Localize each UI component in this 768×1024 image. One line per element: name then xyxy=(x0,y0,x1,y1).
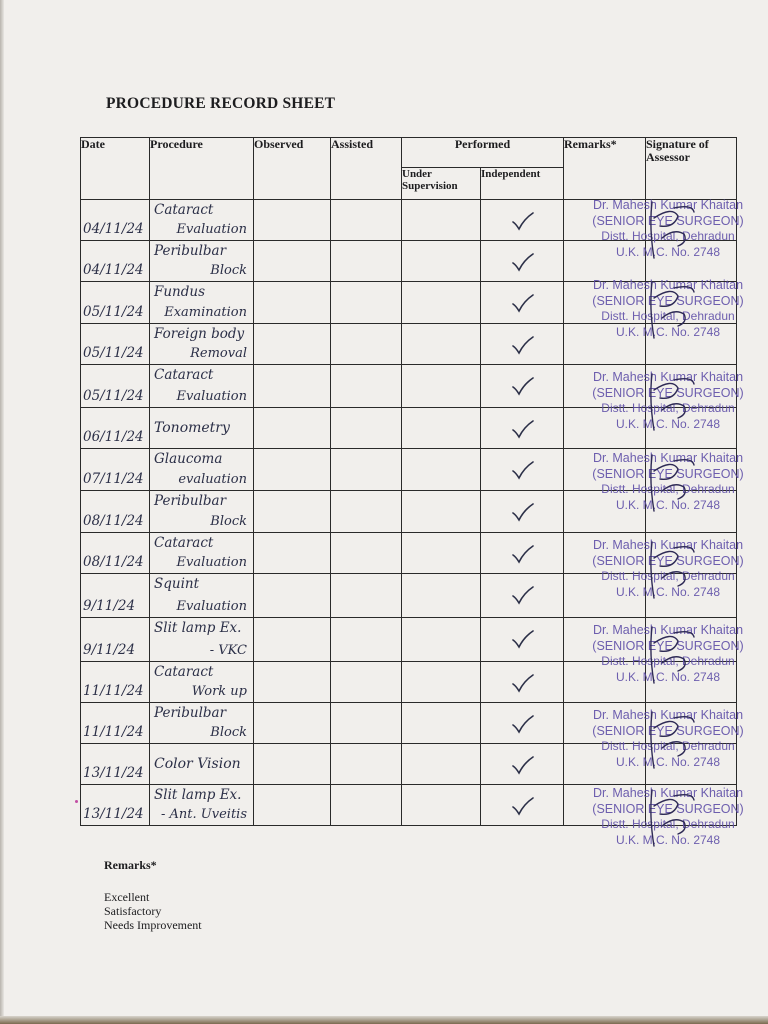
assisted-cell xyxy=(331,662,402,703)
stamp-hospital: Distt. Hospital, Dehradun xyxy=(601,482,735,496)
under-supervision-cell xyxy=(402,662,481,703)
observed-cell xyxy=(254,282,331,324)
observed-cell xyxy=(254,744,331,785)
checkmark-icon xyxy=(511,459,535,481)
procedure-cell xyxy=(150,200,254,241)
stamp-name: Dr. Mahesh Kumar Khaitan xyxy=(592,278,744,292)
procedure-line1: Cataract xyxy=(154,664,214,680)
page-edge-shadow xyxy=(0,0,4,1024)
assisted-cell xyxy=(331,365,402,408)
procedure-line2: Removal xyxy=(190,346,247,361)
checkmark-icon xyxy=(511,754,535,776)
checkmark-icon xyxy=(511,501,535,523)
independent-cell xyxy=(481,241,564,282)
under-supervision-cell xyxy=(402,449,481,491)
stamp-registration: U.K. M.C. No. 2748 xyxy=(615,244,721,259)
procedure-cell xyxy=(150,449,254,491)
independent-cell xyxy=(481,324,564,365)
assessor-signature xyxy=(644,198,704,278)
independent-cell xyxy=(481,408,564,449)
checkmark-icon xyxy=(511,584,535,606)
header-independent: Independent xyxy=(481,168,564,200)
assisted-cell xyxy=(331,449,402,491)
procedure-cell xyxy=(150,703,254,744)
stamp-registration: U.K. M.C. No. 2748 xyxy=(615,832,721,847)
procedure-line1: Slit lamp Ex. xyxy=(154,787,242,803)
assessor-signature xyxy=(644,786,704,866)
stamp-title: (SENIOR EYE SURGEON) xyxy=(592,466,744,481)
procedure-line1: Peribulbar xyxy=(154,493,227,509)
observed-cell xyxy=(254,785,331,826)
independent-cell xyxy=(481,662,564,703)
assisted-cell xyxy=(331,408,402,449)
stamp-registration: U.K. M.C. No. 2748 xyxy=(615,497,721,512)
procedure-cell xyxy=(150,408,254,449)
procedure-line2: Evaluation xyxy=(176,555,247,570)
date-value: 07/11/24 xyxy=(83,471,144,487)
stamp-registration: U.K. M.C. No. 2748 xyxy=(615,754,721,769)
date-cell xyxy=(81,408,150,449)
procedure-line1: Fundus xyxy=(154,284,206,300)
remarks-legend-heading: Remarks* xyxy=(104,858,157,872)
checkmark-icon xyxy=(511,418,535,440)
assisted-cell xyxy=(331,491,402,533)
remarks-option-needs-improvement: Needs Improvement xyxy=(104,918,202,932)
procedure-cell xyxy=(150,618,254,662)
date-value: 04/11/24 xyxy=(83,262,144,278)
observed-cell xyxy=(254,574,331,618)
checkmark-icon xyxy=(511,210,535,232)
stamp-name: Dr. Mahesh Kumar Khaitan xyxy=(592,538,744,552)
independent-cell xyxy=(481,282,564,324)
independent-cell xyxy=(481,449,564,491)
checkmark-icon xyxy=(511,292,535,314)
independent-cell xyxy=(481,200,564,241)
date-value: 9/11/24 xyxy=(83,642,136,658)
assisted-cell xyxy=(331,703,402,744)
stamp-registration: U.K. M.C. No. 2748 xyxy=(615,324,721,339)
date-value: 05/11/24 xyxy=(83,388,144,404)
observed-cell xyxy=(254,449,331,491)
header-procedure: Procedure xyxy=(150,138,254,200)
procedure-line1: Foreign body xyxy=(154,326,245,342)
checkmark-icon xyxy=(511,543,535,565)
under-supervision-cell xyxy=(402,785,481,826)
page-title: PROCEDURE RECORD SHEET xyxy=(106,95,336,112)
procedure-line1: Slit lamp Ex. xyxy=(154,620,242,636)
stamp-registration: U.K. M.C. No. 2748 xyxy=(615,584,721,599)
checkmark-icon xyxy=(511,375,535,397)
under-supervision-cell xyxy=(402,241,481,282)
observed-cell xyxy=(254,533,331,574)
under-supervision-cell xyxy=(402,574,481,618)
procedure-line2: - Ant. Uveitis xyxy=(161,807,247,822)
assisted-cell xyxy=(331,618,402,662)
procedure-line2: Block xyxy=(210,263,247,278)
stamp-name: Dr. Mahesh Kumar Khaitan xyxy=(592,708,744,722)
date-value: 08/11/24 xyxy=(83,554,144,570)
procedure-line1: Squint xyxy=(154,576,200,592)
header-signature: Signature of Assessor xyxy=(646,138,737,200)
date-value: 04/11/24 xyxy=(83,221,144,237)
procedure-cell xyxy=(150,491,254,533)
checkmark-icon xyxy=(511,795,535,817)
observed-cell xyxy=(254,703,331,744)
date-value: 11/11/24 xyxy=(83,683,144,699)
procedure-line2: evaluation xyxy=(178,472,247,487)
independent-cell xyxy=(481,491,564,533)
procedure-line2: Examination xyxy=(164,305,247,320)
checkmark-icon xyxy=(511,713,535,735)
stamp-hospital: Distt. Hospital, Dehradun xyxy=(601,309,735,323)
procedure-line2: Evaluation xyxy=(176,222,247,237)
procedure-line1: Peribulbar xyxy=(154,705,227,721)
procedure-line1: Cataract xyxy=(154,535,214,551)
under-supervision-cell xyxy=(402,324,481,365)
date-value: 13/11/24 xyxy=(83,806,144,822)
header-date: Date xyxy=(81,138,150,200)
date-cell xyxy=(81,491,150,533)
date-cell xyxy=(81,662,150,703)
procedure-line1: Tonometry xyxy=(154,420,230,436)
stamp-title: (SENIOR EYE SURGEON) xyxy=(592,293,744,308)
assisted-cell xyxy=(331,533,402,574)
stamp-hospital: Distt. Hospital, Dehradun xyxy=(601,229,735,243)
checkmark-icon xyxy=(511,628,535,650)
date-value: 11/11/24 xyxy=(83,724,144,740)
date-cell xyxy=(81,282,150,324)
stamp-title: (SENIOR EYE SURGEON) xyxy=(592,638,744,653)
remarks-option-satisfactory: Satisfactory xyxy=(104,904,162,918)
independent-cell xyxy=(481,533,564,574)
procedure-line1: Cataract xyxy=(154,202,214,218)
remarks-legend xyxy=(104,858,202,932)
date-value: 13/11/24 xyxy=(83,765,144,781)
date-cell xyxy=(81,365,150,408)
under-supervision-cell xyxy=(402,533,481,574)
independent-cell xyxy=(481,365,564,408)
observed-cell xyxy=(254,365,331,408)
date-cell xyxy=(81,574,150,618)
procedure-cell xyxy=(150,662,254,703)
stamp-name: Dr. Mahesh Kumar Khaitan xyxy=(592,370,744,384)
procedure-line2: - VKC xyxy=(209,643,247,658)
assessor-signature xyxy=(644,708,704,788)
date-cell xyxy=(81,449,150,491)
header-observed: Observed xyxy=(254,138,331,200)
procedure-line2: Work up xyxy=(191,684,247,699)
under-supervision-cell xyxy=(402,282,481,324)
stamp-title: (SENIOR EYE SURGEON) xyxy=(592,553,744,568)
date-cell xyxy=(81,618,150,662)
under-supervision-cell xyxy=(402,744,481,785)
procedure-line2: Evaluation xyxy=(176,599,247,614)
date-cell xyxy=(81,533,150,574)
assessor-signature xyxy=(644,370,704,450)
procedure-line2: Block xyxy=(210,725,247,740)
stamp-registration: U.K. M.C. No. 2748 xyxy=(615,416,721,431)
date-cell xyxy=(81,200,150,241)
procedure-cell xyxy=(150,282,254,324)
stamp-hospital: Distt. Hospital, Dehradun xyxy=(601,569,735,583)
procedure-cell xyxy=(150,533,254,574)
header-performed: Performed xyxy=(402,138,564,168)
date-value: 08/11/24 xyxy=(83,513,144,529)
stamp-name: Dr. Mahesh Kumar Khaitan xyxy=(592,786,744,800)
under-supervision-cell xyxy=(402,491,481,533)
under-supervision-cell xyxy=(402,200,481,241)
assisted-cell xyxy=(331,574,402,618)
date-cell xyxy=(81,241,150,282)
stamp-hospital: Distt. Hospital, Dehradun xyxy=(601,817,735,831)
procedure-cell xyxy=(150,785,254,826)
procedure-line1: Peribulbar xyxy=(154,243,227,259)
procedure-cell xyxy=(150,324,254,365)
assisted-cell xyxy=(331,785,402,826)
observed-cell xyxy=(254,618,331,662)
header-assisted: Assisted xyxy=(331,138,402,200)
procedure-cell xyxy=(150,241,254,282)
procedure-cell xyxy=(150,744,254,785)
stamp-hospital: Distt. Hospital, Dehradun xyxy=(601,739,735,753)
stamp-title: (SENIOR EYE SURGEON) xyxy=(592,723,744,738)
stamp-title: (SENIOR EYE SURGEON) xyxy=(592,213,744,228)
assisted-cell xyxy=(331,200,402,241)
independent-cell xyxy=(481,703,564,744)
observed-cell xyxy=(254,324,331,365)
independent-cell xyxy=(481,785,564,826)
assessor-signature xyxy=(644,451,704,531)
date-value: 06/11/24 xyxy=(83,429,144,445)
procedure-cell xyxy=(150,574,254,618)
independent-cell xyxy=(481,744,564,785)
observed-cell xyxy=(254,200,331,241)
observed-cell xyxy=(254,662,331,703)
pen-mark xyxy=(75,800,78,803)
checkmark-icon xyxy=(511,672,535,694)
independent-cell xyxy=(481,574,564,618)
stamp-registration: U.K. M.C. No. 2748 xyxy=(615,669,721,684)
stamp-title: (SENIOR EYE SURGEON) xyxy=(592,385,744,400)
header-remarks: Remarks* xyxy=(564,138,646,200)
observed-cell xyxy=(254,241,331,282)
procedure-line1: Cataract xyxy=(154,367,214,383)
procedure-line2: Block xyxy=(210,514,247,529)
checkmark-icon xyxy=(511,251,535,273)
under-supervision-cell xyxy=(402,365,481,408)
observed-cell xyxy=(254,491,331,533)
remarks-option-excellent: Excellent xyxy=(104,890,150,904)
stamp-name: Dr. Mahesh Kumar Khaitan xyxy=(592,451,744,465)
date-value: 05/11/24 xyxy=(83,304,144,320)
stamp-hospital: Distt. Hospital, Dehradun xyxy=(601,401,735,415)
checkmark-icon xyxy=(511,334,535,356)
under-supervision-cell xyxy=(402,703,481,744)
date-cell xyxy=(81,703,150,744)
observed-cell xyxy=(254,408,331,449)
stamp-name: Dr. Mahesh Kumar Khaitan xyxy=(592,623,744,637)
date-cell xyxy=(81,785,150,826)
header-under-supervision: Under Supervision xyxy=(402,168,481,200)
independent-cell xyxy=(481,618,564,662)
procedure-line1: Color Vision xyxy=(154,756,241,772)
assisted-cell xyxy=(331,241,402,282)
assessor-signature xyxy=(644,538,704,618)
date-value: 9/11/24 xyxy=(83,598,136,614)
procedure-line2: Evaluation xyxy=(176,389,247,404)
date-cell xyxy=(81,324,150,365)
assessor-signature xyxy=(644,623,704,703)
stamp-name: Dr. Mahesh Kumar Khaitan xyxy=(592,198,744,212)
assisted-cell xyxy=(331,324,402,365)
procedure-line1: Glaucoma xyxy=(154,451,223,467)
under-supervision-cell xyxy=(402,408,481,449)
page-bottom-edge xyxy=(0,1016,768,1024)
procedure-cell xyxy=(150,365,254,408)
date-cell xyxy=(81,744,150,785)
assisted-cell xyxy=(331,282,402,324)
stamp-hospital: Distt. Hospital, Dehradun xyxy=(601,654,735,668)
assessor-signature xyxy=(644,278,704,358)
date-value: 05/11/24 xyxy=(83,345,144,361)
assisted-cell xyxy=(331,744,402,785)
under-supervision-cell xyxy=(402,618,481,662)
stamp-title: (SENIOR EYE SURGEON) xyxy=(592,801,744,816)
